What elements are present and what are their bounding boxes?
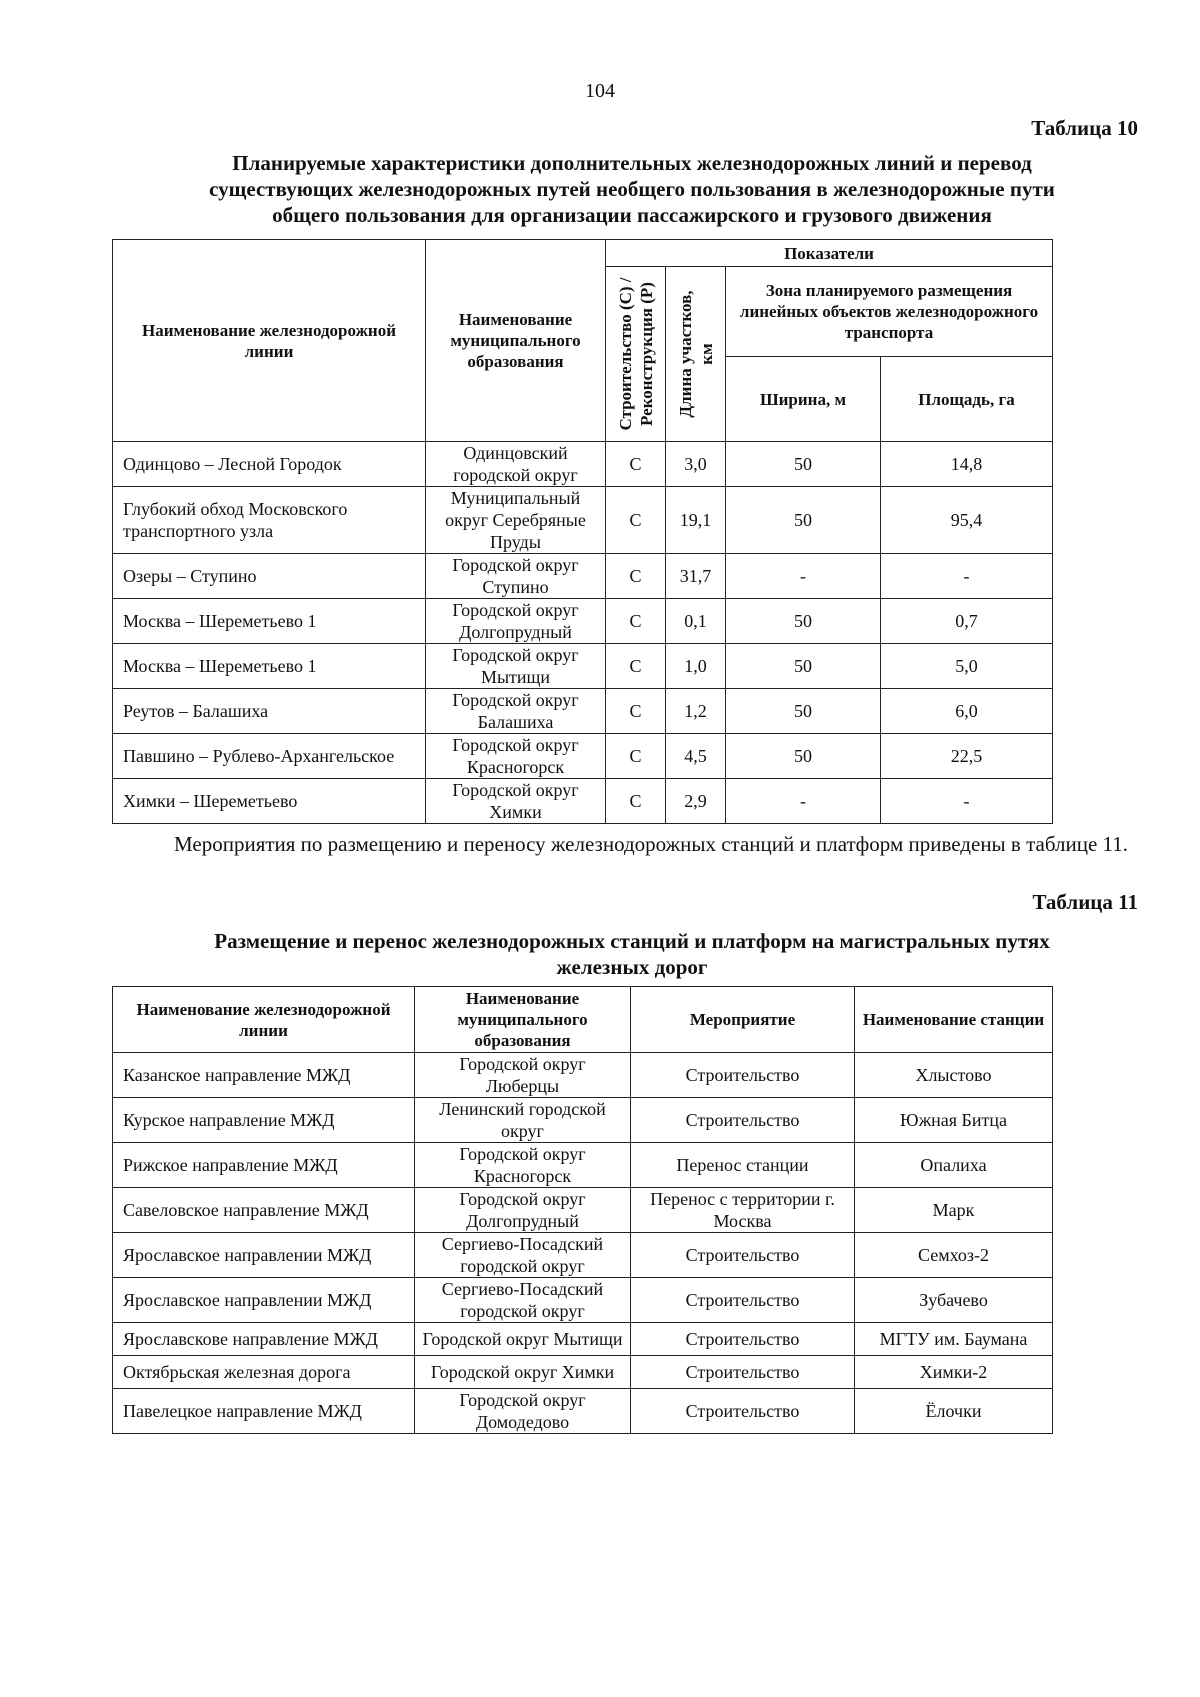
header-action: Мероприятие — [631, 987, 855, 1053]
table-10-title-line: существующих железнодорожных путей необщего пользования в железнодорожные пути — [209, 177, 1055, 201]
table-row — [113, 1098, 1053, 1143]
table-row — [113, 779, 1053, 824]
cell-width: 50 — [726, 487, 881, 554]
cell-width: 50 — [726, 734, 881, 779]
table-10-title-line: общего пользования для организации пассажирского и грузового движения — [272, 203, 992, 227]
header-municipality: Наименование муниципального образования — [426, 240, 606, 442]
header-railway-line: Наименование железнодорожной линии — [113, 987, 415, 1053]
body-paragraph: Мероприятия по размещению и переносу железнодорожных станций и платформ приведены в таблице 11. — [174, 832, 1128, 856]
cell-municipality: Городской округ Ступино — [426, 554, 606, 599]
header-municipality: Наименование муниципального образования — [415, 987, 631, 1053]
table-row — [113, 644, 1053, 689]
cell-railway-line: Савеловское направление МЖД — [113, 1188, 415, 1233]
header-section-length-line: Длина участков, — [675, 290, 695, 418]
cell-station: Ёлочки — [855, 1389, 1053, 1434]
cell-railway-line: Химки – Шереметьево — [113, 779, 426, 824]
cell-railway-line: Москва – Шереметьево 1 — [113, 599, 426, 644]
cell-railway-line: Одинцово – Лесной Городок — [113, 442, 426, 487]
cell-station: Семхоз-2 — [855, 1233, 1053, 1278]
cell-station: Химки-2 — [855, 1356, 1053, 1389]
cell-railway-line: Казанское направление МЖД — [113, 1053, 415, 1098]
cell-length: 19,1 — [666, 487, 726, 554]
cell-area: 22,5 — [881, 734, 1053, 779]
cell-length: 3,0 — [666, 442, 726, 487]
table-11-label: Таблица 11 — [1032, 890, 1138, 914]
cell-municipality: Городской округ Красногорск — [415, 1143, 631, 1188]
cell-construction-type: С — [606, 442, 666, 487]
table-11-title-line: железных дорог — [556, 955, 708, 979]
cell-action: Строительство — [631, 1053, 855, 1098]
cell-area: 95,4 — [881, 487, 1053, 554]
table-row — [113, 1188, 1053, 1233]
cell-municipality: Муниципальный округ Серебряные Пруды — [426, 487, 606, 554]
header-area: Площадь, га — [881, 357, 1053, 442]
cell-railway-line: Ярославское направлении МЖД — [113, 1278, 415, 1323]
cell-municipality: Городской округ Балашиха — [426, 689, 606, 734]
cell-action: Перенос станции — [631, 1143, 855, 1188]
cell-municipality: Одинцовский городской округ — [426, 442, 606, 487]
cell-railway-line: Павшино – Рублево-Архангельское — [113, 734, 426, 779]
cell-station: МГТУ им. Баумана — [855, 1323, 1053, 1356]
cell-length: 31,7 — [666, 554, 726, 599]
cell-railway-line: Ярославское направлении МЖД — [113, 1233, 415, 1278]
header-construction-type-line: Реконструкция (Р) — [636, 282, 656, 426]
cell-station: Опалиха — [855, 1143, 1053, 1188]
table-11-title — [112, 928, 1152, 980]
cell-railway-line: Рижское направление МЖД — [113, 1143, 415, 1188]
cell-railway-line: Озеры – Ступино — [113, 554, 426, 599]
cell-construction-type: С — [606, 554, 666, 599]
cell-construction-type: С — [606, 644, 666, 689]
table-row — [113, 734, 1053, 779]
cell-railway-line: Павелецкое направление МЖД — [113, 1389, 415, 1434]
table-row — [113, 1278, 1053, 1323]
cell-width: 50 — [726, 599, 881, 644]
cell-length: 1,0 — [666, 644, 726, 689]
table-11 — [112, 986, 1053, 1434]
table-10-title — [112, 150, 1152, 228]
table-11-title-line: Размещение и перенос железнодорожных станций и платформ на магистральных путях — [214, 929, 1050, 953]
cell-action: Строительство — [631, 1278, 855, 1323]
cell-station: Марк — [855, 1188, 1053, 1233]
cell-railway-line: Октябрьская железная дорога — [113, 1356, 415, 1389]
cell-length: 0,1 — [666, 599, 726, 644]
table-row — [113, 1143, 1053, 1188]
header-construction-type-line: Строительство (С) / — [615, 277, 635, 431]
table-row — [113, 689, 1053, 734]
cell-action: Строительство — [631, 1389, 855, 1434]
cell-action: Строительство — [631, 1098, 855, 1143]
cell-municipality: Городской округ Химки — [415, 1356, 631, 1389]
cell-width: - — [726, 779, 881, 824]
header-indicators: Показатели — [606, 240, 1053, 267]
cell-action: Строительство — [631, 1323, 855, 1356]
cell-area: 6,0 — [881, 689, 1053, 734]
cell-area: 0,7 — [881, 599, 1053, 644]
cell-railway-line: Глубокий обход Московского транспортного узла — [113, 487, 426, 554]
cell-construction-type: С — [606, 599, 666, 644]
cell-width: 50 — [726, 442, 881, 487]
cell-municipality: Ленинский городской округ — [415, 1098, 631, 1143]
cell-action: Строительство — [631, 1356, 855, 1389]
table-row — [113, 1389, 1053, 1434]
cell-municipality: Городской округ Красногорск — [426, 734, 606, 779]
cell-area: - — [881, 554, 1053, 599]
cell-municipality: Городской округ Долгопрудный — [415, 1188, 631, 1233]
header-railway-line: Наименование железнодорожной линии — [113, 240, 426, 442]
table-row — [113, 1356, 1053, 1389]
cell-action: Перенос с территории г. Москва — [631, 1188, 855, 1233]
page-number: 104 — [585, 80, 615, 102]
table-row — [113, 1323, 1053, 1356]
cell-municipality: Городской округ Люберцы — [415, 1053, 631, 1098]
table-10-label: Таблица 10 — [1031, 116, 1138, 140]
table-row — [113, 1053, 1053, 1098]
table-row — [113, 554, 1053, 599]
cell-length: 2,9 — [666, 779, 726, 824]
cell-construction-type: С — [606, 689, 666, 734]
table-row — [113, 1233, 1053, 1278]
table-10-title-line: Планируемые характеристики дополнительных железнодорожных линий и перевод — [232, 151, 1032, 175]
cell-municipality: Городской округ Долгопрудный — [426, 599, 606, 644]
cell-municipality: Городской округ Мытищи — [426, 644, 606, 689]
cell-railway-line: Ярославскове направление МЖД — [113, 1323, 415, 1356]
cell-municipality: Сергиево-Посадский городской округ — [415, 1233, 631, 1278]
table-row — [113, 599, 1053, 644]
cell-municipality: Городской округ Химки — [426, 779, 606, 824]
cell-area: - — [881, 779, 1053, 824]
table-row — [113, 442, 1053, 487]
cell-municipality: Городской округ Домодедово — [415, 1389, 631, 1434]
cell-construction-type: С — [606, 734, 666, 779]
cell-length: 4,5 — [666, 734, 726, 779]
cell-station: Зубачево — [855, 1278, 1053, 1323]
cell-width: - — [726, 554, 881, 599]
cell-action: Строительство — [631, 1233, 855, 1278]
header-placement-zone: Зона планируемого размещения линейных объектов железнодорожного транспорта — [726, 267, 1053, 357]
cell-railway-line: Курское направление МЖД — [113, 1098, 415, 1143]
header-width: Ширина, м — [726, 357, 881, 442]
table-row — [113, 487, 1053, 554]
cell-area: 14,8 — [881, 442, 1053, 487]
cell-railway-line: Реутов – Балашиха — [113, 689, 426, 734]
cell-construction-type: С — [606, 779, 666, 824]
cell-width: 50 — [726, 644, 881, 689]
header-construction-type — [606, 267, 666, 442]
cell-station: Южная Битца — [855, 1098, 1053, 1143]
header-section-length-line: км — [696, 343, 716, 365]
cell-length: 1,2 — [666, 689, 726, 734]
cell-area: 5,0 — [881, 644, 1053, 689]
header-station: Наименование станции — [855, 987, 1053, 1053]
table-10 — [112, 239, 1053, 824]
cell-railway-line: Москва – Шереметьево 1 — [113, 644, 426, 689]
cell-municipality: Городской округ Мытищи — [415, 1323, 631, 1356]
cell-width: 50 — [726, 689, 881, 734]
header-section-length — [666, 267, 726, 442]
cell-construction-type: С — [606, 487, 666, 554]
cell-station: Хлыстово — [855, 1053, 1053, 1098]
cell-municipality: Сергиево-Посадский городской округ — [415, 1278, 631, 1323]
